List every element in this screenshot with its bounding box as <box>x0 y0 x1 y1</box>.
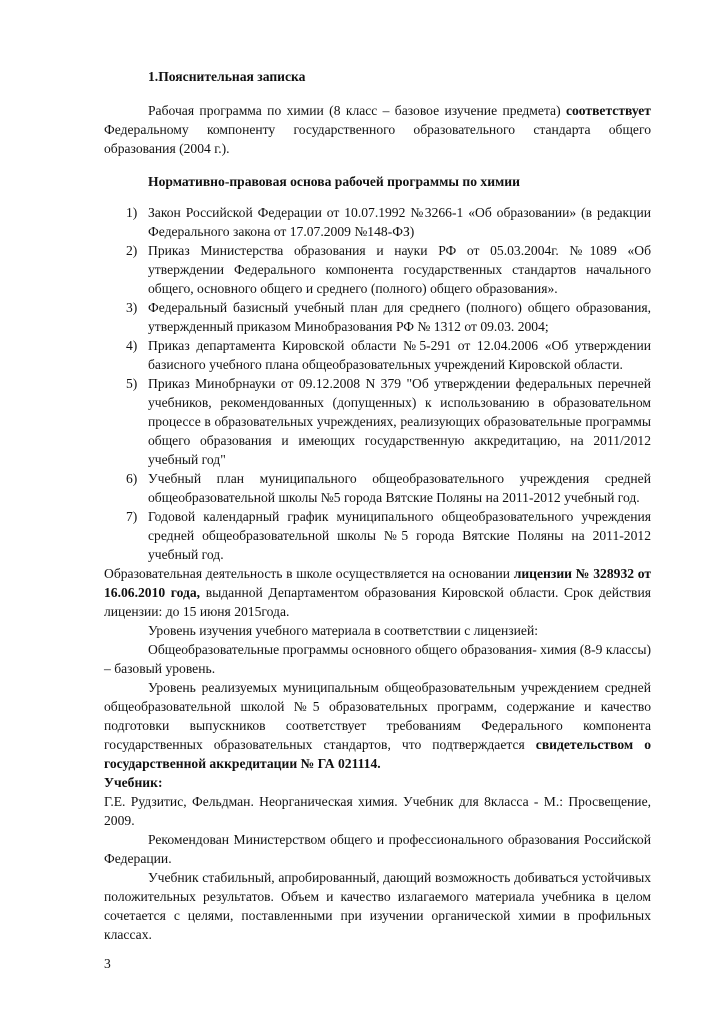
textbook-reference: Г.Е. Рудзитис, Фельдман. Неорганическая химия. Учебник для 8класса - М.: Просвещение, 2009. <box>104 794 651 828</box>
list-item <box>104 203 651 241</box>
list-item <box>104 336 651 374</box>
list-item-number: 4) <box>126 338 138 353</box>
license-text-end: выданной Департаментом образования Кировской области. Срок действия лицензии: до 15 июня 2015года. <box>104 585 651 619</box>
programs-paragraph: Общеобразовательные программы основного общего образования- химия (8-9 классы) – базовый уровень. <box>104 642 651 676</box>
list-item-number: 3) <box>126 300 138 315</box>
license-text-start: Образовательная деятельность в школе осуществляется на основании <box>104 566 514 581</box>
textbook-label <box>104 773 651 792</box>
level-license-line: Уровень изучения учебного материала в соответствии с лицензией: <box>148 623 539 638</box>
list-item-text: Приказ департамента Кировской области №5-291 от 12.04.2006 «Об утверждении базисного учебного плана общеобразовательных учреждений Кировской области. <box>148 338 651 372</box>
intro-text-start: Рабочая программа по химии (8 класс – базовое изучение предмета) <box>148 103 561 118</box>
intro-bold-word: соответствует <box>565 103 651 118</box>
recommended-paragraph: Рекомендован Министерством общего и профессионального образования Российской Федерации. <box>104 832 651 866</box>
list-item-text: Приказ Министерства образования и науки РФ от 05.03.2004г. №1089 «Об утверждении Федерального компонента государственных стандартов начального общего, основного общего и среднего (полного) общего образования». <box>148 243 651 296</box>
list-item <box>104 298 651 336</box>
list-item-number: 7) <box>126 509 138 524</box>
list-item-text: Федеральный базисный учебный план для среднего (полного) общего образования, утвержденный приказом Минобразования РФ № 1312 от 09.03. 2004; <box>148 300 651 334</box>
list-item-number: 2) <box>126 243 138 258</box>
list-item-number: 5) <box>126 376 138 391</box>
page-number: 3 <box>104 956 111 971</box>
normative-heading: Нормативно-правовая основа рабочей программы по химии <box>148 174 520 189</box>
page-body <box>104 67 651 944</box>
intro-paragraph <box>104 101 651 158</box>
list-item <box>104 507 651 564</box>
list-item-text: Годовой календарный график муниципального общеобразовательного учреждения средней общеобразовательной школы №5 города Вятские Поляны на 2011-2012 учебный год. <box>148 509 651 562</box>
level-programs-paragraph <box>104 678 651 773</box>
normative-list <box>104 203 651 564</box>
list-item-text: Учебный план муниципального общеобразовательного учреждения средней общеобразовательной школы №5 города Вятские Поляны на 2011-2012 учебный год. <box>148 471 651 505</box>
level-programs-text: Уровень реализуемых муниципальным общеобразовательным учреждением средней общеобразовательной школой №5 образовательных программ, содержание и качество подготовки выпускников соответствует требованиям Федерального компонента государственных образовательных стандартов, что подтверждается <box>104 680 651 752</box>
license-paragraph <box>104 564 651 621</box>
list-item <box>104 374 651 469</box>
section-title: 1.Пояснительная записка <box>148 69 306 84</box>
stable-paragraph: Учебник стабильный, апробированный, дающий возможность добиваться устойчивых положительных результатов. Объем и качество излагаемого материала учебника в целом сочетается с целями, поставленными при изучении органической химии в профильных классах. <box>104 870 651 942</box>
list-item-number: 1) <box>126 205 138 220</box>
textbook-label-text: Учебник: <box>104 775 163 790</box>
list-item-text: Приказ Минобрнауки от 09.12.2008 N 379 "Об утверждении федеральных перечней учебников, рекомендованных (допущенных) к использованию в образовательном процессе в образовательных учреждениях, реализующих образовательные программы общего образования и имеющих государственную аккредитацию, на 2011/2012 учебный год" <box>148 376 651 467</box>
license-number: лицензии № 328932 от 16.06.2010 года, <box>104 566 651 600</box>
intro-text-end: Федеральному компоненту государственного образовательного стандарта общего образования (2004 г.). <box>104 122 651 156</box>
list-item <box>104 241 651 298</box>
list-item <box>104 469 651 507</box>
accreditation-certificate: свидетельством о государственной аккредитации № ГА 021114. <box>104 737 651 771</box>
list-item-text: Закон Российской Федерации от 10.07.1992 №3266-1 «Об образовании» (в редакции Федерального закона от 17.07.2009 №148-ФЗ) <box>148 205 651 239</box>
list-item-number: 6) <box>126 471 138 486</box>
